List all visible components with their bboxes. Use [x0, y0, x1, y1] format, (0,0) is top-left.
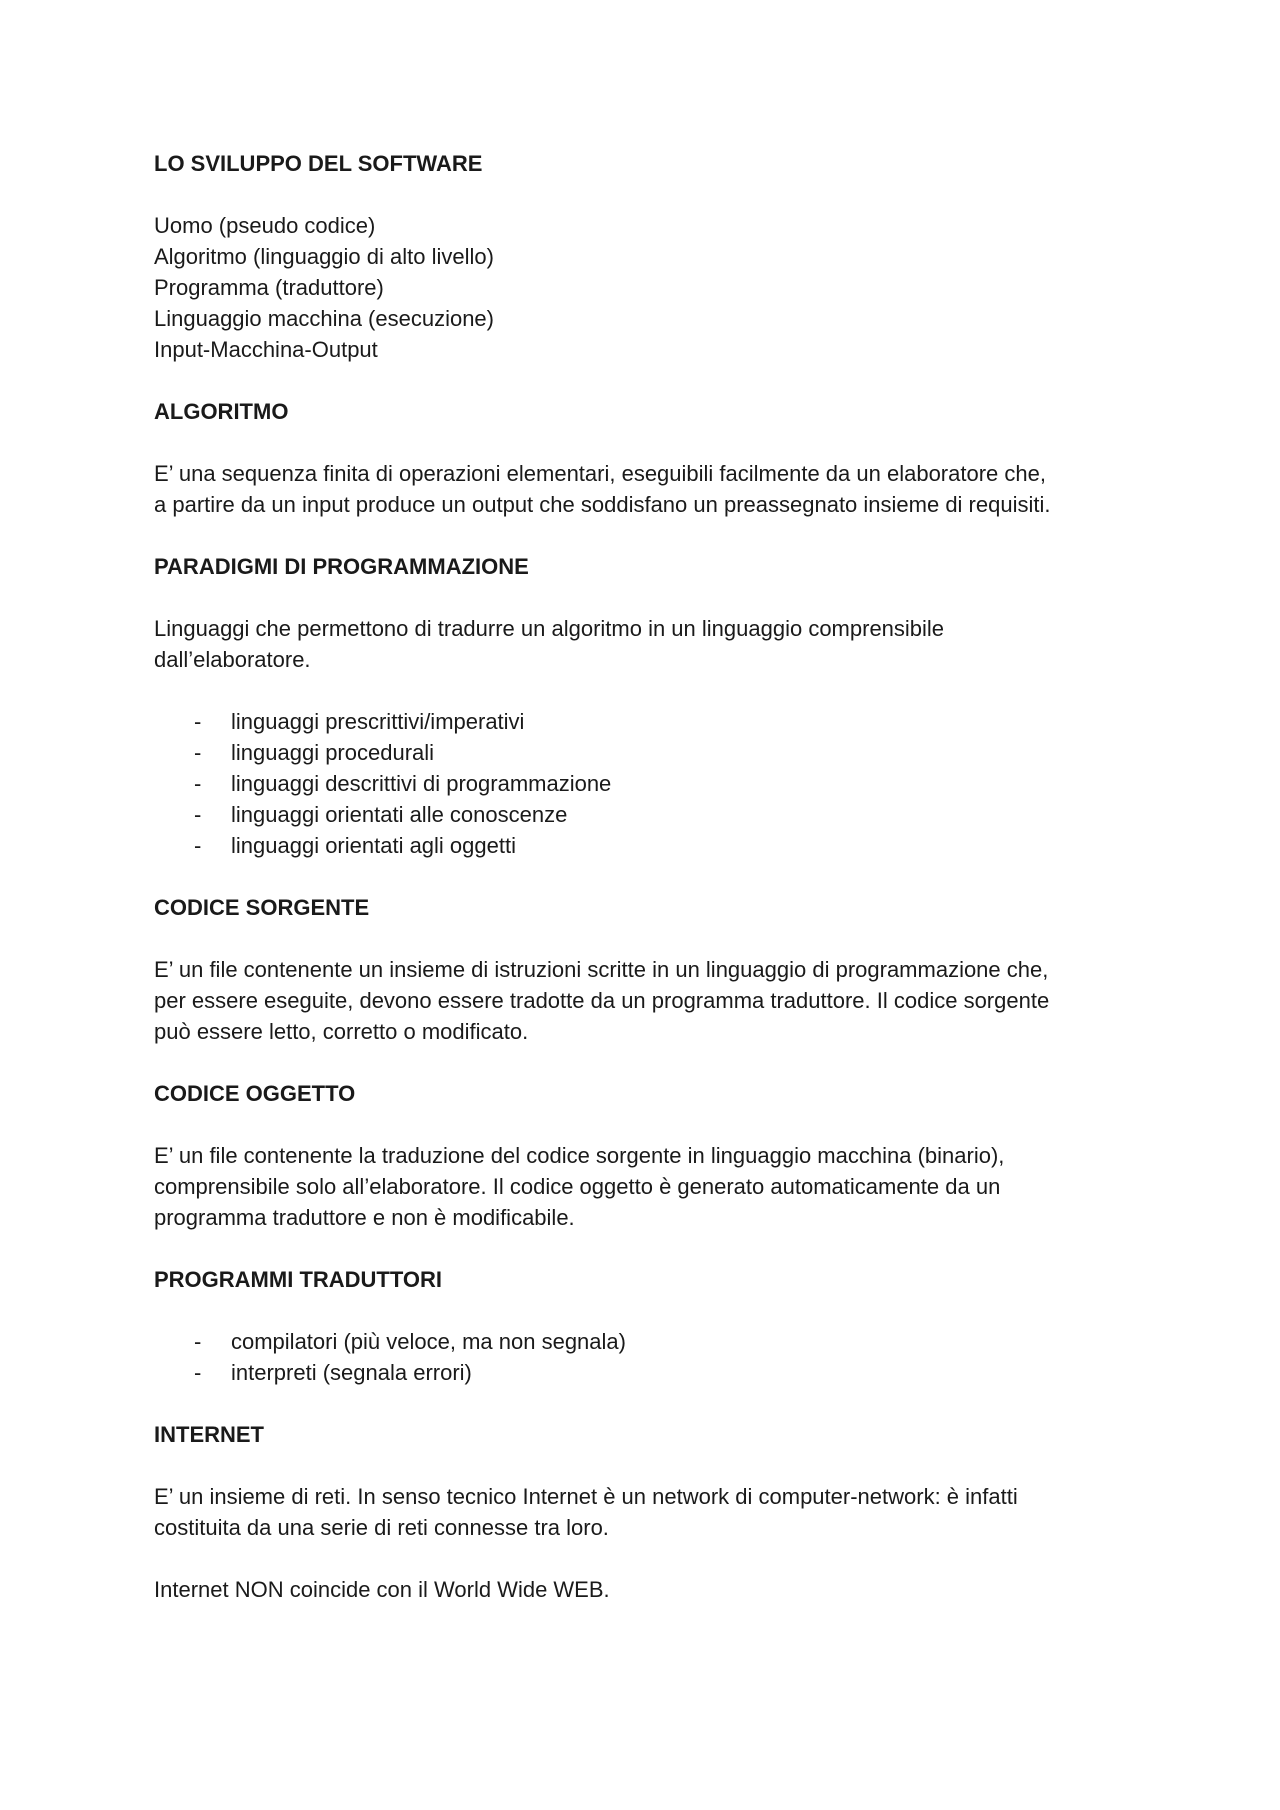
text-line: E’ una sequenza finita di operazioni elementari, eseguibili facilmente da un elaboratore che, [154, 461, 1046, 486]
section-heading: PARADIGMI DI PROGRAMMAZIONE [154, 554, 529, 579]
section-heading: PROGRAMMI TRADUTTORI [154, 1267, 443, 1292]
text-line: può essere letto, corretto o modificato. [154, 1019, 529, 1044]
list-item [154, 737, 1144, 768]
list-item-text: linguaggi descrittivi di programmazione [231, 771, 612, 796]
text-line: programma traduttore e non è modificabile. [154, 1205, 575, 1230]
text-line: E’ un file contenente la traduzione del codice sorgente in linguaggio macchina (binario), [154, 1143, 1005, 1168]
dash-marker: - [194, 771, 202, 796]
list-item [154, 1357, 1144, 1388]
list-item-text: linguaggi orientati alle conoscenze [231, 802, 568, 827]
list-item [154, 706, 1144, 737]
list-item [154, 768, 1144, 799]
list-item-text: linguaggi procedurali [231, 740, 435, 765]
section-heading: LO SVILUPPO DEL SOFTWARE [154, 151, 483, 176]
dash-marker: - [194, 709, 202, 734]
list-item-text: linguaggi orientati agli oggetti [231, 833, 516, 858]
text-line: comprensibile solo all’elaboratore. Il codice oggetto è generato automaticamente da un [154, 1174, 1001, 1199]
section-heading: CODICE OGGETTO [154, 1081, 356, 1106]
dash-marker: - [194, 1360, 202, 1385]
list-item-text: linguaggi prescrittivi/imperativi [231, 709, 525, 734]
text-line: dall’elaboratore. [154, 647, 311, 672]
text-line: Algoritmo (linguaggio di alto livello) [154, 244, 494, 269]
list-item [154, 799, 1144, 830]
text-line: Internet NON coincide con il World Wide WEB. [154, 1577, 610, 1602]
section-heading: CODICE SORGENTE [154, 895, 370, 920]
list-item [154, 830, 1144, 861]
text-line: a partire da un input produce un output che soddisfano un preassegnato insieme di requisiti. [154, 492, 1051, 517]
dash-marker: - [194, 833, 202, 858]
text-line: Input-Macchina-Output [154, 337, 378, 362]
dash-marker: - [194, 740, 202, 765]
section-heading: ALGORITMO [154, 399, 289, 424]
dash-marker: - [194, 802, 202, 827]
bullet-list [154, 706, 1144, 861]
text-line: E’ un file contenente un insieme di istruzioni scritte in un linguaggio di programmazione che, [154, 957, 1049, 982]
text-line: E’ un insieme di reti. In senso tecnico Internet è un network di computer-network: è infatti [154, 1484, 1018, 1509]
list-item-text: compilatori (più veloce, ma non segnala) [231, 1329, 626, 1354]
text-line: Uomo (pseudo codice) [154, 213, 376, 238]
list-item [154, 1326, 1144, 1357]
list-item-text: interpreti (segnala errori) [231, 1360, 472, 1385]
text-line: per essere eseguite, devono essere tradotte da un programma traduttore. Il codice sorgente [154, 988, 1050, 1013]
text-line: costituita da una serie di reti connesse tra loro. [154, 1515, 609, 1540]
text-line: Programma (traduttore) [154, 275, 384, 300]
bullet-list [154, 1326, 1144, 1388]
dash-marker: - [194, 1329, 202, 1354]
text-line: Linguaggio macchina (esecuzione) [154, 306, 494, 331]
text-line: Linguaggi che permettono di tradurre un algoritmo in un linguaggio comprensibile [154, 616, 945, 641]
section-heading: INTERNET [154, 1422, 264, 1447]
document-page [154, 148, 1144, 1605]
